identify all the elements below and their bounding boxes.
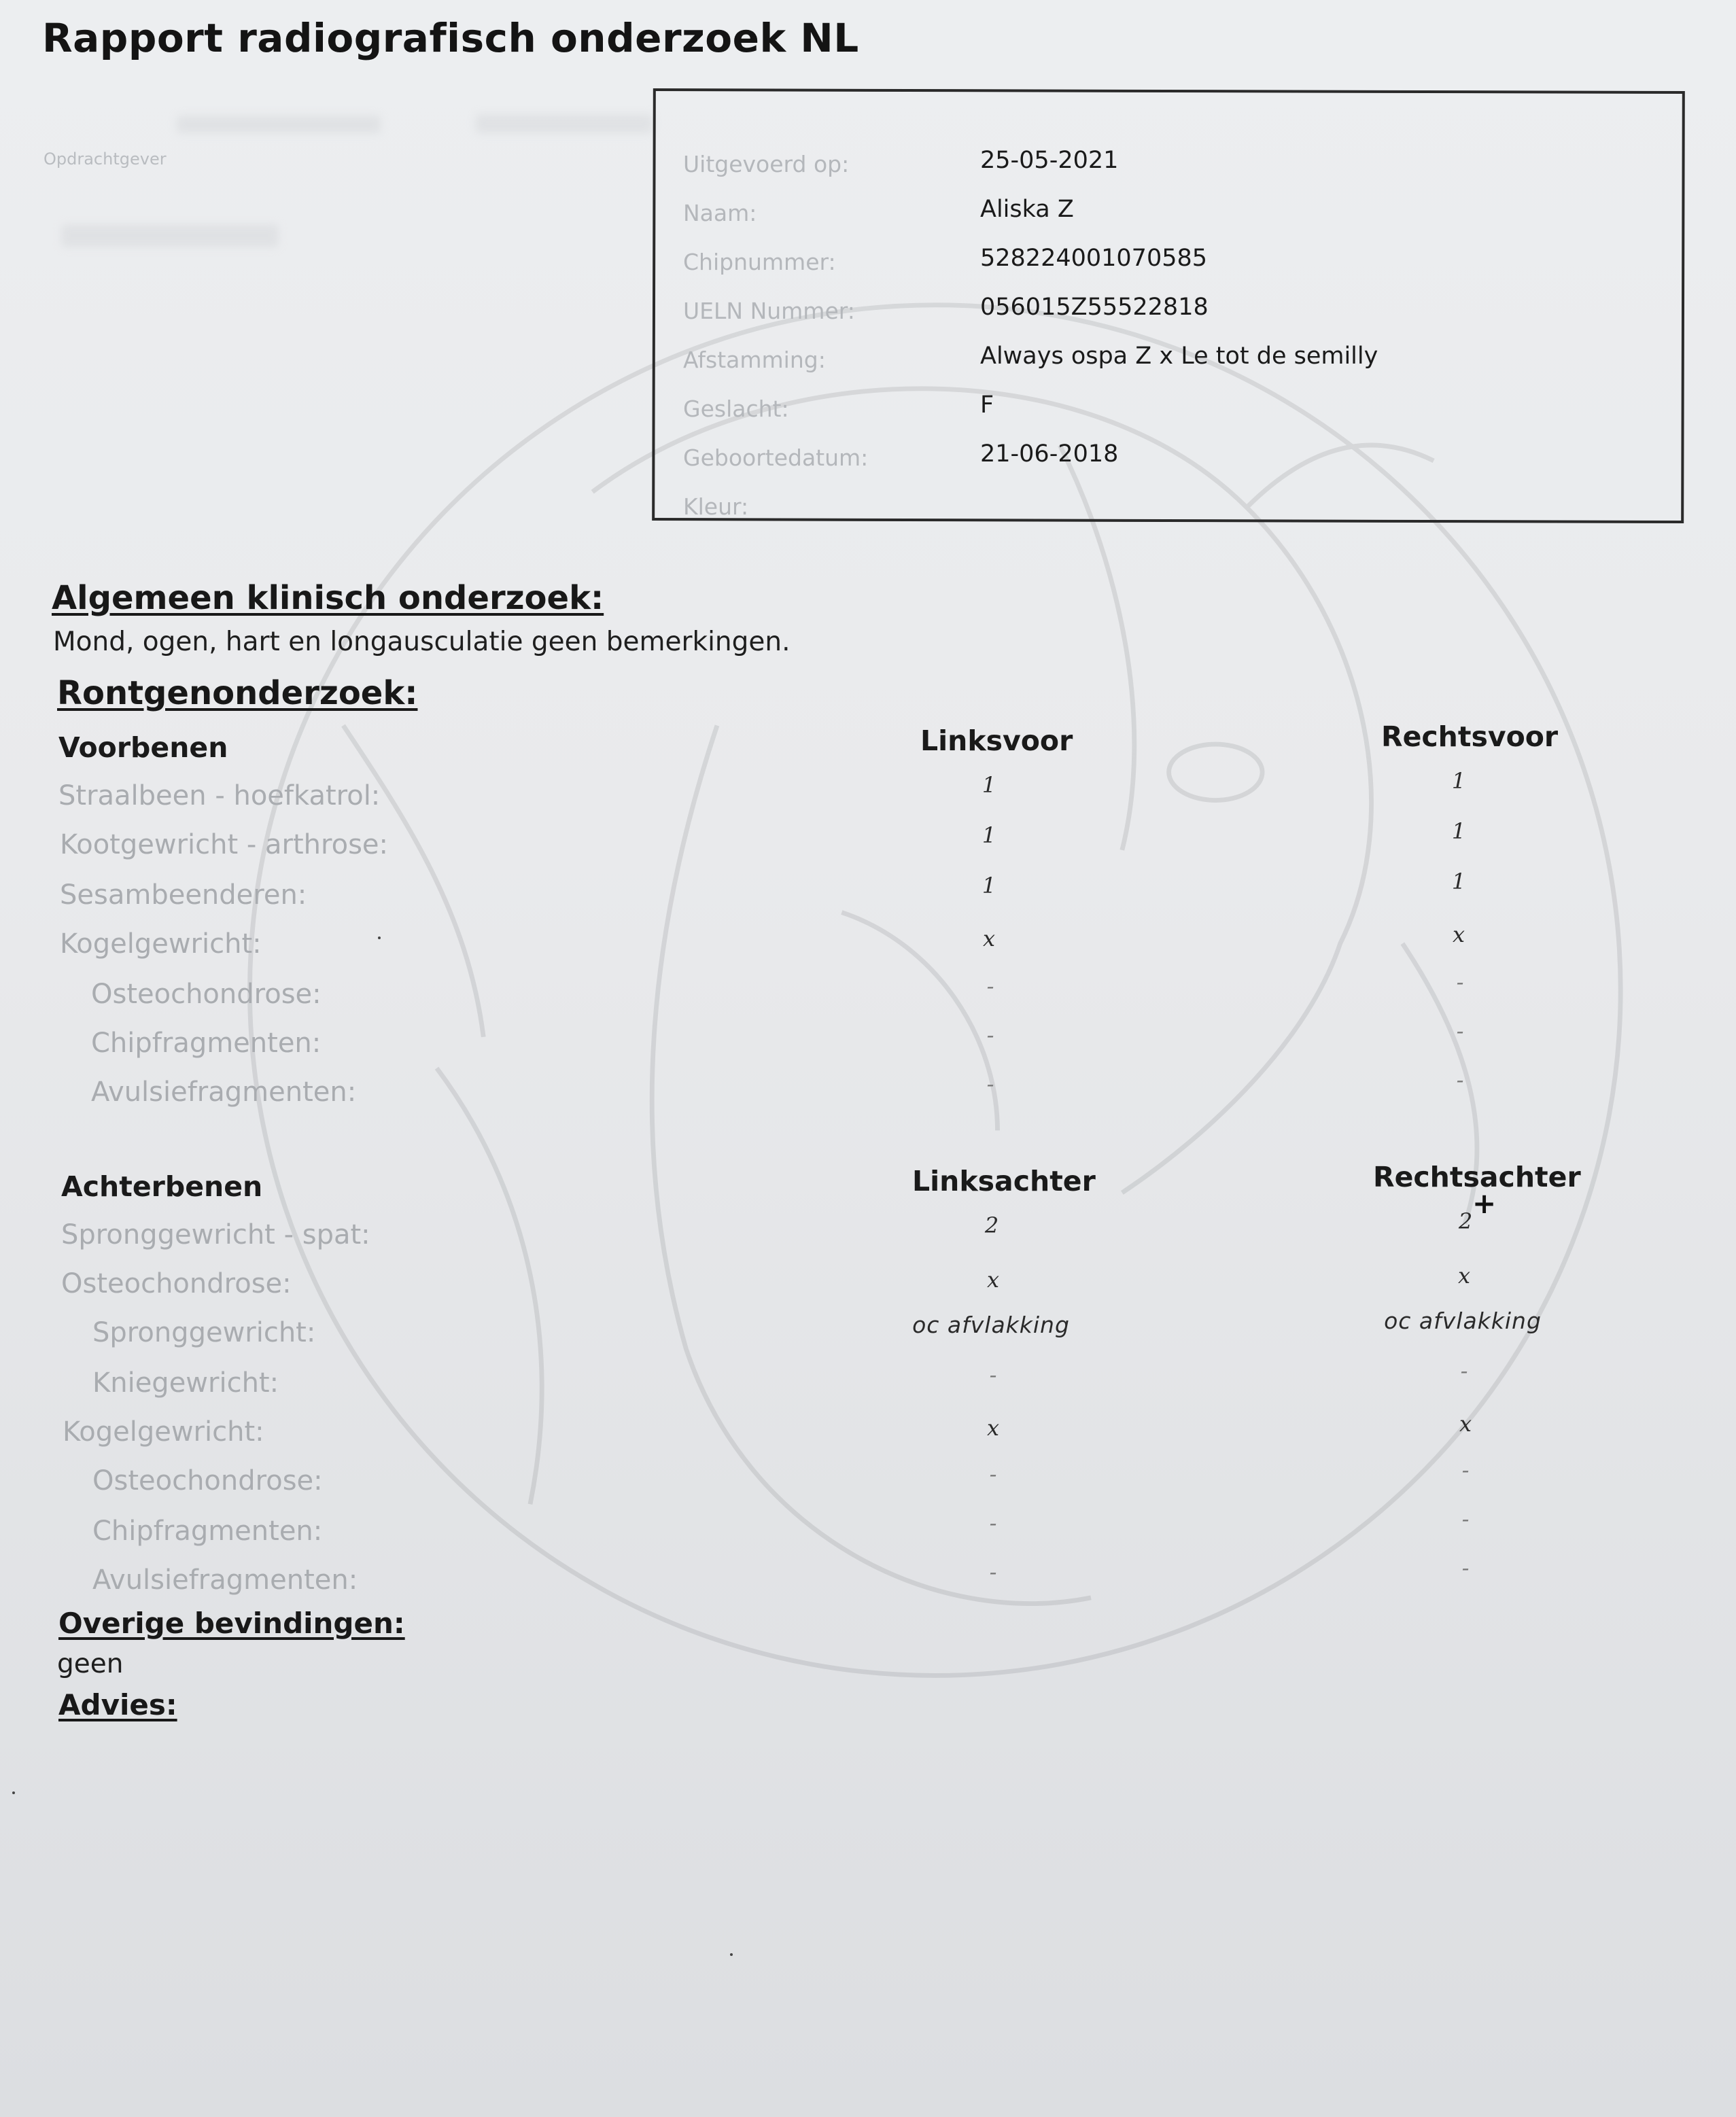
paper-speck (730, 1953, 733, 1956)
cell-right: - (1456, 1018, 1464, 1044)
info-value: Aliska Z (980, 196, 1074, 223)
client-label: Opdrachtgever (44, 150, 167, 169)
page-title: Rapport radiografisch onderzoek NL (42, 15, 859, 61)
info-value: 528224001070585 (980, 245, 1208, 272)
cell-left: - (989, 1510, 997, 1536)
xray-heading: Rontgenonderzoek: (57, 674, 418, 712)
row-label: Sesambeenderen: (60, 879, 307, 911)
info-value: Always ospa Z x Le tot de semilly (980, 343, 1378, 370)
row-label: Kootgewricht - arthrose: (60, 829, 388, 860)
cell-right: - (1461, 1457, 1470, 1483)
info-label: Chipnummer: (683, 249, 836, 275)
row-label: Kogelgewricht: (63, 1416, 264, 1448)
row-label: Spronggewricht: (92, 1317, 316, 1348)
info-label: UELN Nummer: (683, 298, 855, 324)
cell-left: - (989, 1362, 997, 1388)
cell-left: - (986, 1022, 994, 1048)
blurred-text (61, 224, 279, 247)
row-label: Kniegewricht: (92, 1367, 279, 1399)
info-value: 25-05-2021 (980, 147, 1119, 174)
cell-right: 1 (1451, 869, 1466, 894)
cell-right: 1 (1451, 768, 1466, 794)
paper-speck (12, 1791, 15, 1794)
cell-left: x (982, 926, 996, 951)
info-label: Geslacht: (683, 396, 789, 422)
cell-left: - (989, 1559, 997, 1585)
cell-left: 2 (984, 1212, 999, 1238)
row-label: Osteochondrose: (91, 979, 322, 1010)
front-legs-heading: Voorbenen (58, 731, 228, 764)
cell-right: - (1461, 1506, 1470, 1532)
col-linksvoor: Linksvoor (920, 724, 1073, 757)
row-label: Chipfragmenten: (91, 1028, 322, 1059)
hind-legs-heading: Achterbenen (61, 1170, 263, 1203)
info-label: Uitgevoerd op: (683, 151, 850, 177)
info-value: F (980, 391, 994, 419)
row-label: Chipfragmenten: (92, 1516, 323, 1547)
cell-left: - (986, 1071, 994, 1097)
cell-left: 1 (982, 873, 996, 898)
info-label: Afstamming: (683, 347, 826, 373)
cell-right: 1 (1451, 818, 1466, 844)
info-value: 056015Z55522818 (980, 294, 1209, 321)
handwritten-plus-annotation: + (1472, 1187, 1497, 1220)
col-rechtsachter: Rechtsachter (1373, 1161, 1581, 1193)
cell-right: - (1456, 1067, 1464, 1093)
cell-left: 1 (982, 822, 996, 848)
row-label: Osteochondrose: (92, 1465, 323, 1497)
cell-left: - (989, 1461, 997, 1487)
row-label: Avulsiefragmenten: (91, 1077, 357, 1108)
paper-speck (378, 937, 381, 939)
row-label: Kogelgewricht: (60, 928, 262, 960)
row-label: Spronggewricht - spat: (61, 1219, 370, 1250)
col-linksachter: Linksachter (912, 1165, 1096, 1197)
row-label: Straalbeen - hoefkatrol: (58, 780, 381, 811)
cell-left: - (986, 973, 994, 999)
cell-right: x (1452, 922, 1465, 947)
cell-right: oc afvlakking (1384, 1308, 1542, 1334)
cell-left: oc afvlakking (912, 1312, 1070, 1338)
other-findings-heading: Overige bevindingen: (58, 1607, 405, 1640)
cell-left: x (986, 1267, 1000, 1293)
info-label: Geboortedatum: (683, 444, 869, 471)
info-label: Kleur: (683, 493, 749, 520)
advice-heading: Advies: (58, 1688, 177, 1721)
info-label: Naam: (683, 200, 757, 226)
cell-right: x (1457, 1263, 1471, 1289)
cell-right: 2 (1458, 1208, 1473, 1234)
cell-left: 1 (982, 772, 996, 798)
row-label: Osteochondrose: (61, 1268, 292, 1299)
blurred-text (476, 114, 653, 133)
clinical-heading: Algemeen klinisch onderzoek: (52, 579, 604, 617)
cell-right: x (1459, 1411, 1472, 1437)
clinical-text: Mond, ogen, hart en longausculatie geen bemerkingen. (53, 627, 791, 657)
cell-right: - (1456, 969, 1464, 995)
cell-left: x (986, 1415, 1000, 1441)
blurred-text (177, 116, 381, 133)
info-value: 21-06-2018 (980, 440, 1119, 468)
col-rechtsvoor: Rechtsvoor (1381, 720, 1559, 753)
cell-right: - (1461, 1555, 1470, 1581)
cell-right: - (1460, 1358, 1468, 1384)
row-label: Avulsiefragmenten: (92, 1564, 358, 1596)
other-findings-text: geen (57, 1649, 124, 1679)
